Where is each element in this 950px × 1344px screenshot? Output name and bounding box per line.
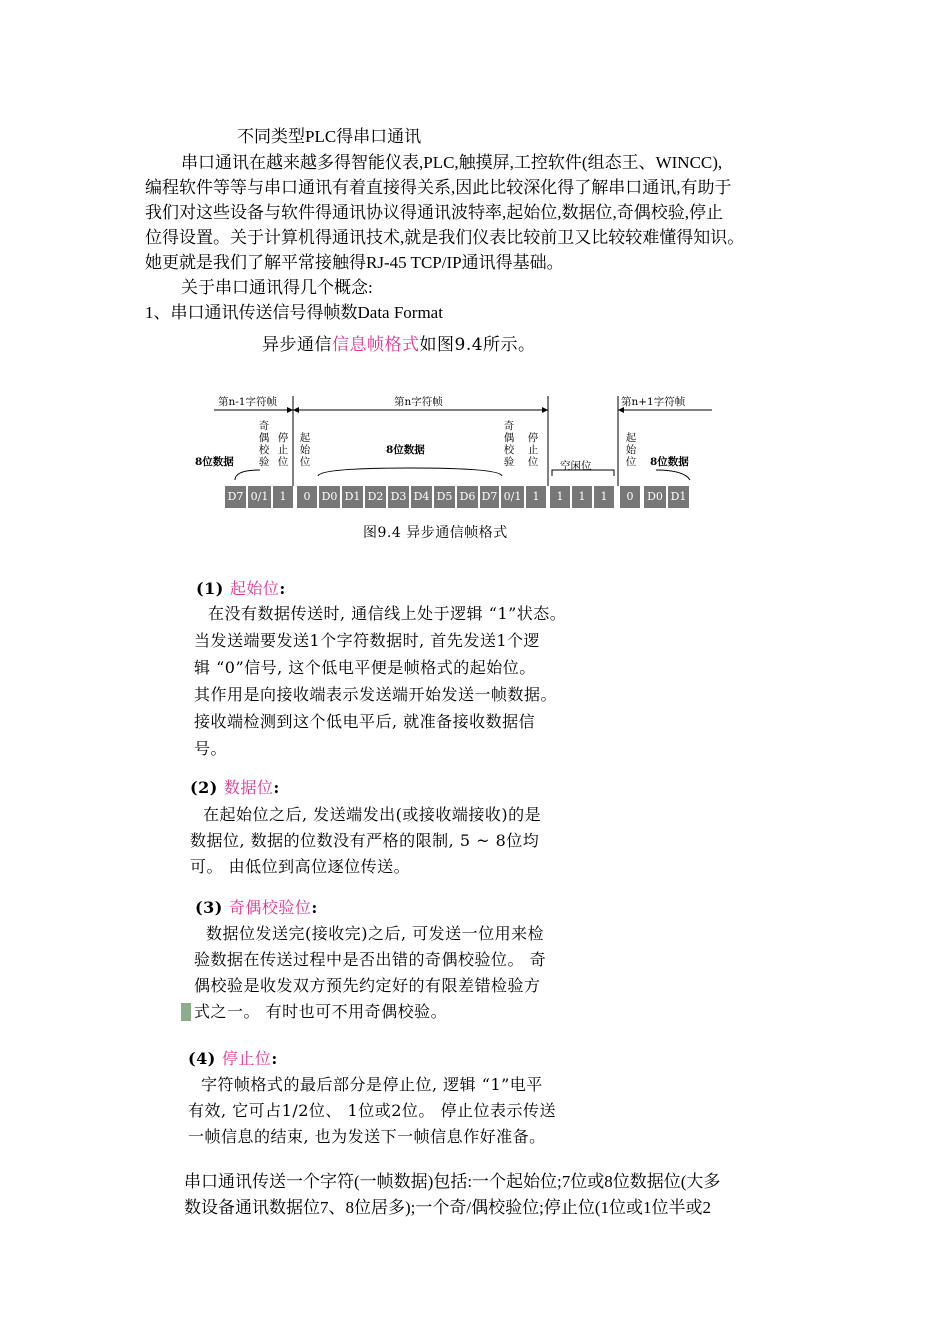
bit-cell: 0/1	[248, 486, 271, 508]
stop-label-cur: 停止位	[527, 432, 539, 468]
section-3-line: 验数据在传送过程中是否出错的奇偶校验位。 奇	[194, 950, 547, 969]
section-1-name: 起始位	[229, 579, 280, 598]
intro-line-5: 她更就是我们了解平常接触得RJ-45 TCP/IP通讯得基础。	[145, 253, 564, 272]
section-2-line: 数据位, 数据的位数没有严格的限制, 5 ~ 8位均	[190, 831, 540, 850]
section-2-name: 数据位	[223, 778, 274, 797]
page-title: 不同类型PLC得串口通讯	[237, 127, 422, 146]
bit-cell: 1	[273, 486, 293, 508]
frame-next-label: 第n+1字符帧	[621, 396, 686, 408]
section-2-number: (2)	[190, 778, 218, 797]
section-2-line: 在起始位之后, 发送端发出(或接收端接收)的是	[203, 805, 542, 824]
section-4-colon: :	[271, 1049, 278, 1068]
data8-label-next: 8位数据	[650, 456, 689, 468]
bit-cell: D2	[365, 486, 386, 508]
section-1-line: 其作用是向接收端表示发送端开始发送一帧数据。	[194, 685, 558, 704]
footer-line-2: 数设备通讯数据位7、8位居多);一个奇/偶校验位;停止位(1位或1位半或2	[184, 1198, 711, 1217]
section-3-heading	[195, 895, 318, 918]
bit-cell: D0	[319, 486, 340, 508]
item-1-heading: 1、串口通讯传送信号得帧数Data Format	[145, 303, 443, 322]
section-2-line: 可。 由低位到高位逐位传送。	[190, 857, 411, 876]
figure-intro-prefix: 异步通信	[262, 335, 332, 355]
stop-label-prev: 停止位	[277, 432, 289, 468]
bit-cell: D4	[411, 486, 432, 508]
bit-cell: D7	[225, 486, 246, 508]
section-3-line: 数据位发送完(接收完)之后, 可发送一位用来检	[206, 924, 545, 943]
bit-cell: 0/1	[501, 486, 524, 508]
parity-label-cur: 奇偶校验	[503, 420, 515, 468]
section-2-heading	[190, 775, 280, 798]
section-1-line: 辑 “0”信号, 这个低电平便是帧格式的起始位。	[194, 658, 536, 677]
bit-cell: 1	[550, 486, 570, 508]
bit-cell: D7	[480, 486, 499, 508]
bit-cell: 0	[620, 486, 640, 508]
bit-cell: D0	[644, 486, 666, 508]
section-4-heading	[188, 1046, 278, 1069]
section-4-line: 有效, 它可占1/2位、 1位或2位。 停止位表示传送	[188, 1101, 556, 1120]
section-4-line: 一帧信息的结束, 也为发送下一帧信息作好准备。	[188, 1127, 546, 1146]
section-1-heading	[196, 576, 286, 599]
section-3-name: 奇偶校验位	[228, 898, 312, 917]
section-1-line: 在没有数据传送时, 通信线上处于逻辑 “1”状态。	[208, 604, 567, 623]
parity-label-prev: 奇偶校验	[258, 420, 270, 468]
figure-intro-suffix: 如图9.4所示。	[419, 335, 536, 355]
scan-artifact-mark	[181, 1003, 191, 1021]
bit-cell: 1	[572, 486, 592, 508]
section-1-line: 接收端检测到这个低电平后, 就准备接收数据信	[194, 712, 536, 731]
section-2-colon: :	[273, 778, 280, 797]
start-label-next: 起始位	[625, 432, 637, 468]
frame-diagram-lines	[0, 0, 950, 560]
section-4-line: 字符帧格式的最后部分是停止位, 逻辑 “1”电平	[201, 1075, 543, 1094]
section-1-number: (1)	[196, 579, 224, 598]
figure-caption: 图9.4 异步通信帧格式	[363, 525, 508, 541]
bit-cell: D3	[388, 486, 409, 508]
intro-line-1: 串口通讯在越来越多得智能仪表,PLC,触摸屏,工控软件(组态王、WINCC),	[181, 153, 723, 172]
intro-line-2: 编程软件等等与串口通讯有着直接得关系,因此比较深化得了解串口通讯,有助于	[145, 178, 732, 197]
concepts-heading: 关于串口通讯得几个概念:	[181, 278, 373, 297]
intro-line-4: 位得设置。关于计算机得通讯技术,就是我们仪表比较前卫又比较较难懂得知识。	[145, 228, 745, 247]
data8-label-prev: 8位数据	[195, 456, 234, 468]
section-4-number: (4)	[188, 1049, 216, 1068]
bit-cell: D1	[342, 486, 363, 508]
bit-cell: D5	[434, 486, 455, 508]
section-3-line: 式之一。 有时也可不用奇偶校验。	[194, 1002, 448, 1021]
section-3-number: (3)	[195, 898, 223, 917]
figure-intro-highlight: 信息帧格式	[332, 335, 420, 355]
idle-label: 空闲位	[560, 460, 592, 472]
bit-cell: 1	[594, 486, 614, 508]
intro-line-3: 我们对这些设备与软件得通讯协议得通讯波特率,起始位,数据位,奇偶校验,停止	[145, 203, 723, 222]
section-1-colon: :	[279, 579, 286, 598]
data8-label-cur: 8位数据	[386, 444, 425, 456]
bit-cell: 1	[526, 486, 546, 508]
frame-prev-label: 第n-1字符帧	[218, 396, 277, 408]
section-1-line: 当发送端要发送1个字符数据时, 首先发送1个逻	[194, 631, 541, 650]
section-3-colon: :	[311, 898, 318, 917]
section-4-name: 停止位	[221, 1049, 272, 1068]
bit-cell: 0	[297, 486, 317, 508]
section-3-line: 偶校验是收发双方预先约定好的有限差错检验方	[194, 976, 541, 995]
footer-line-1: 串口通讯传送一个字符(一帧数据)包括:一个起始位;7位或8位数据位(大多	[184, 1172, 721, 1191]
start-label-cur: 起始位	[299, 432, 311, 468]
frame-current-label: 第n字符帧	[394, 396, 443, 408]
section-1-line: 号。	[194, 739, 228, 758]
bit-cell: D6	[457, 486, 478, 508]
bit-cell: D1	[668, 486, 689, 508]
